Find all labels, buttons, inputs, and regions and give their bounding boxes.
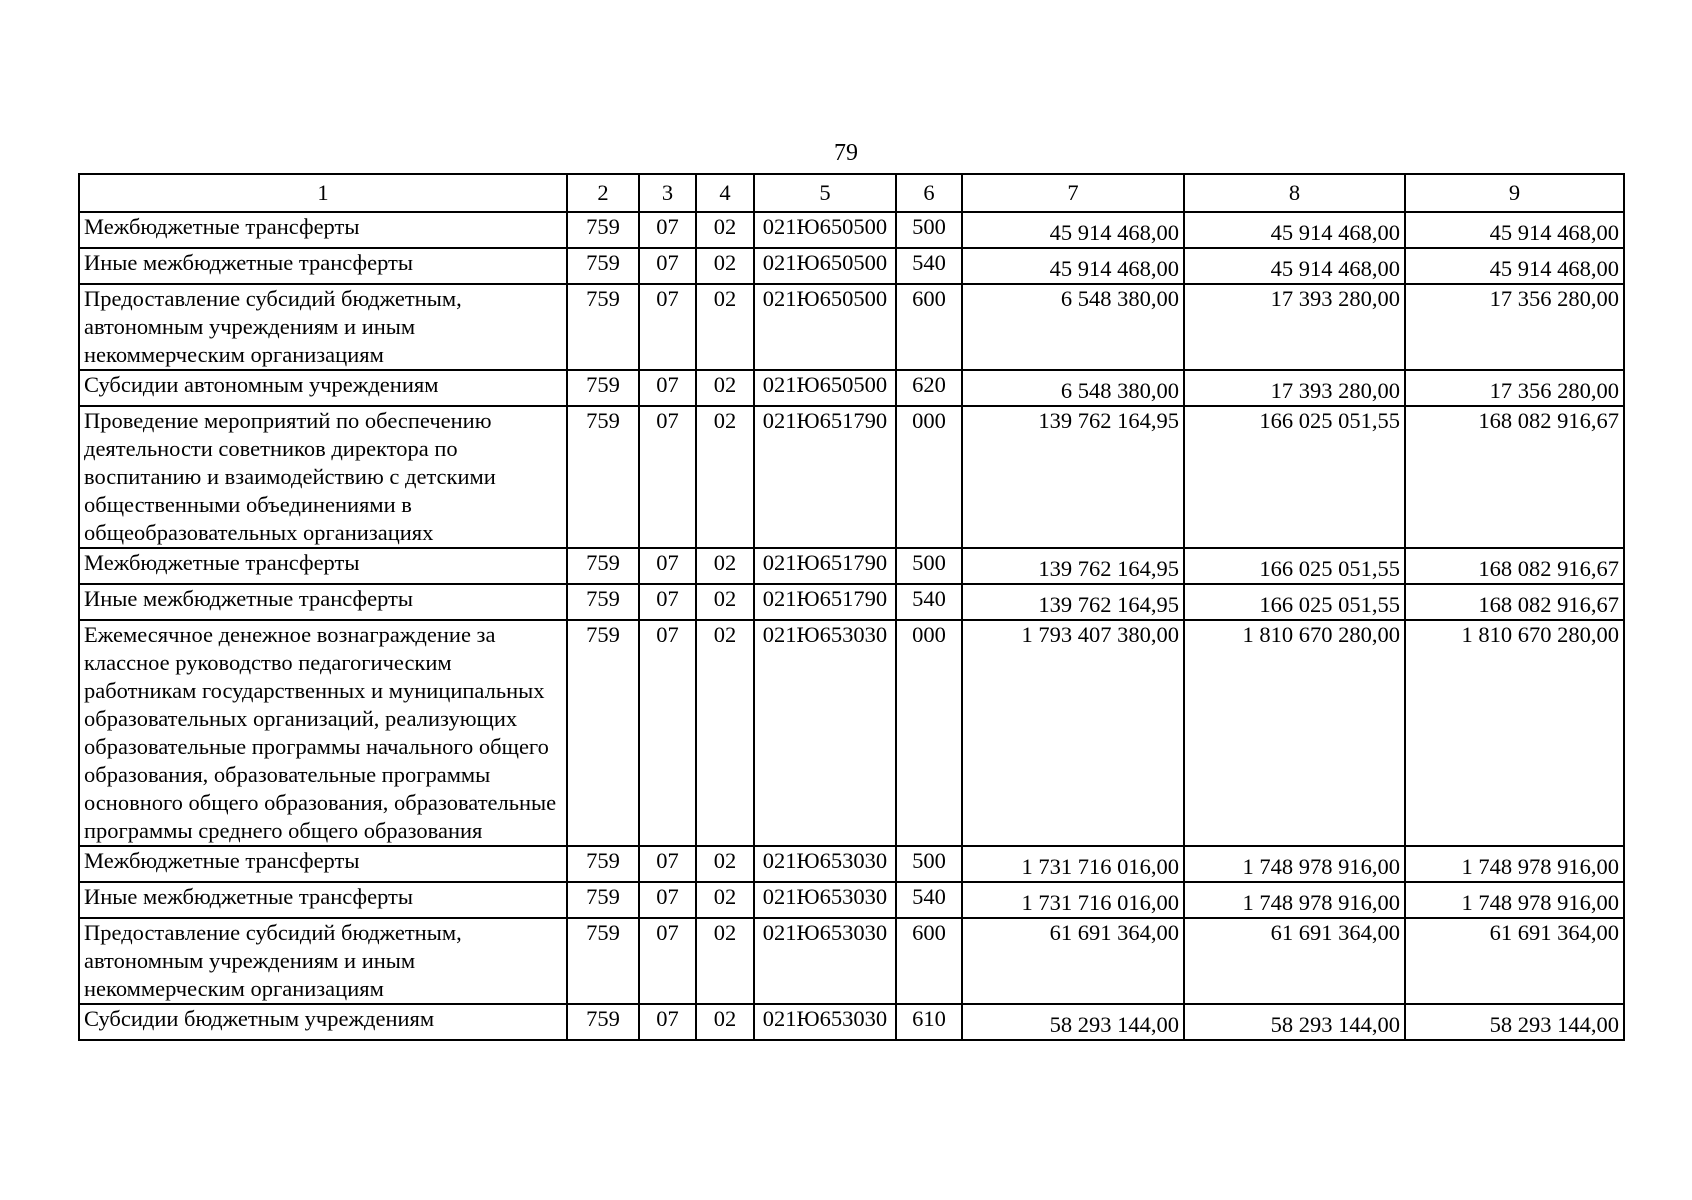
expense-type-cell: 540	[896, 584, 962, 620]
amount-cell-col7: 139 762 164,95	[962, 548, 1184, 584]
budget-table	[78, 173, 1625, 1041]
subsection-code-cell: 02	[696, 846, 754, 882]
amount-cell-col9: 17 356 280,00	[1405, 284, 1624, 370]
amount-cell-col8: 166 025 051,55	[1184, 406, 1405, 548]
expense-type-cell: 000	[896, 620, 962, 846]
amount-cell-col9: 61 691 364,00	[1405, 918, 1624, 1004]
table-row	[79, 1004, 1624, 1040]
amount-cell-col8: 45 914 468,00	[1184, 212, 1405, 248]
subsection-code-cell: 02	[696, 248, 754, 284]
amount-cell-col8: 166 025 051,55	[1184, 548, 1405, 584]
section-code-cell: 07	[639, 212, 696, 248]
subsection-code-cell: 02	[696, 620, 754, 846]
column-header: 9	[1405, 174, 1624, 212]
table-row	[79, 248, 1624, 284]
amount-cell-col9: 1 748 978 916,00	[1405, 882, 1624, 918]
amount-cell-col7: 45 914 468,00	[962, 248, 1184, 284]
expense-type-cell: 500	[896, 846, 962, 882]
row-name-cell: Межбюджетные трансферты	[79, 846, 567, 882]
admin-code-cell: 759	[567, 406, 639, 548]
section-code-cell: 07	[639, 1004, 696, 1040]
admin-code-cell: 759	[567, 548, 639, 584]
column-header: 5	[754, 174, 896, 212]
amount-cell-col8: 17 393 280,00	[1184, 370, 1405, 406]
section-code-cell: 07	[639, 846, 696, 882]
table-row	[79, 584, 1624, 620]
row-name-cell: Межбюджетные трансферты	[79, 548, 567, 584]
section-code-cell: 07	[639, 548, 696, 584]
amount-cell-col8: 17 393 280,00	[1184, 284, 1405, 370]
subsection-code-cell: 02	[696, 284, 754, 370]
table-body	[79, 212, 1624, 1040]
admin-code-cell: 759	[567, 918, 639, 1004]
column-header: 6	[896, 174, 962, 212]
expense-type-cell: 540	[896, 248, 962, 284]
row-name-cell: Проведение мероприятий по обеспечению деятельности советников директора по воспитанию и взаимодействию с детскими общественными объединениями в общеобразовательных организациях	[79, 406, 567, 548]
amount-cell-col7: 1 793 407 380,00	[962, 620, 1184, 846]
admin-code-cell: 759	[567, 620, 639, 846]
amount-cell-col9: 45 914 468,00	[1405, 248, 1624, 284]
admin-code-cell: 759	[567, 284, 639, 370]
row-name-cell: Предоставление субсидий бюджетным, автономным учреждениям и иным некоммерческим организациям	[79, 918, 567, 1004]
section-code-cell: 07	[639, 284, 696, 370]
target-item-cell: 021Ю653030	[754, 882, 896, 918]
row-name-cell: Иные межбюджетные трансферты	[79, 248, 567, 284]
section-code-cell: 07	[639, 882, 696, 918]
column-header: 7	[962, 174, 1184, 212]
admin-code-cell: 759	[567, 584, 639, 620]
amount-cell-col8: 1 748 978 916,00	[1184, 846, 1405, 882]
amount-cell-col9: 168 082 916,67	[1405, 584, 1624, 620]
amount-cell-col8: 1 810 670 280,00	[1184, 620, 1405, 846]
amount-cell-col8: 166 025 051,55	[1184, 584, 1405, 620]
amount-cell-col8: 1 748 978 916,00	[1184, 882, 1405, 918]
amount-cell-col7: 61 691 364,00	[962, 918, 1184, 1004]
subsection-code-cell: 02	[696, 548, 754, 584]
target-item-cell: 021Ю650500	[754, 370, 896, 406]
page-number: 79	[834, 140, 858, 166]
target-item-cell: 021Ю650500	[754, 212, 896, 248]
column-header: 3	[639, 174, 696, 212]
target-item-cell: 021Ю651790	[754, 584, 896, 620]
target-item-cell: 021Ю651790	[754, 406, 896, 548]
expense-type-cell: 610	[896, 1004, 962, 1040]
section-code-cell: 07	[639, 918, 696, 1004]
subsection-code-cell: 02	[696, 1004, 754, 1040]
row-name-cell: Иные межбюджетные трансферты	[79, 882, 567, 918]
table-row	[79, 284, 1624, 370]
column-header: 2	[567, 174, 639, 212]
expense-type-cell: 000	[896, 406, 962, 548]
amount-cell-col9: 168 082 916,67	[1405, 406, 1624, 548]
amount-cell-col7: 6 548 380,00	[962, 370, 1184, 406]
section-code-cell: 07	[639, 584, 696, 620]
amount-cell-col9: 1 748 978 916,00	[1405, 846, 1624, 882]
amount-cell-col7: 1 731 716 016,00	[962, 882, 1184, 918]
amount-cell-col9: 1 810 670 280,00	[1405, 620, 1624, 846]
subsection-code-cell: 02	[696, 370, 754, 406]
target-item-cell: 021Ю653030	[754, 846, 896, 882]
amount-cell-col7: 139 762 164,95	[962, 406, 1184, 548]
table-row	[79, 406, 1624, 548]
admin-code-cell: 759	[567, 370, 639, 406]
table-row	[79, 846, 1624, 882]
admin-code-cell: 759	[567, 882, 639, 918]
amount-cell-col9: 45 914 468,00	[1405, 212, 1624, 248]
row-name-cell: Межбюджетные трансферты	[79, 212, 567, 248]
row-name-cell: Предоставление субсидий бюджетным, автономным учреждениям и иным некоммерческим организациям	[79, 284, 567, 370]
table-row	[79, 212, 1624, 248]
admin-code-cell: 759	[567, 1004, 639, 1040]
expense-type-cell: 600	[896, 918, 962, 1004]
expense-type-cell: 500	[896, 212, 962, 248]
table-row	[79, 918, 1624, 1004]
target-item-cell: 021Ю651790	[754, 548, 896, 584]
header-row	[79, 174, 1624, 212]
column-header: 4	[696, 174, 754, 212]
section-code-cell: 07	[639, 620, 696, 846]
amount-cell-col8: 45 914 468,00	[1184, 248, 1405, 284]
admin-code-cell: 759	[567, 212, 639, 248]
table-row	[79, 548, 1624, 584]
target-item-cell: 021Ю650500	[754, 284, 896, 370]
amount-cell-col7: 1 731 716 016,00	[962, 846, 1184, 882]
target-item-cell: 021Ю653030	[754, 1004, 896, 1040]
row-name-cell: Ежемесячное денежное вознаграждение за классное руководство педагогическим работникам государственных и муниципальных образовательных организаций, реализующих образовательные программы начального общего образования, образовательные программы основного общего образования, образовательные программы среднего общего образования	[79, 620, 567, 846]
expense-type-cell: 600	[896, 284, 962, 370]
row-name-cell: Субсидии автономным учреждениям	[79, 370, 567, 406]
subsection-code-cell: 02	[696, 882, 754, 918]
amount-cell-col8: 58 293 144,00	[1184, 1004, 1405, 1040]
column-header: 8	[1184, 174, 1405, 212]
subsection-code-cell: 02	[696, 406, 754, 548]
amount-cell-col9: 58 293 144,00	[1405, 1004, 1624, 1040]
expense-type-cell: 540	[896, 882, 962, 918]
subsection-code-cell: 02	[696, 212, 754, 248]
target-item-cell: 021Ю653030	[754, 918, 896, 1004]
amount-cell-col9: 17 356 280,00	[1405, 370, 1624, 406]
table-row	[79, 370, 1624, 406]
amount-cell-col9: 168 082 916,67	[1405, 548, 1624, 584]
amount-cell-col7: 6 548 380,00	[962, 284, 1184, 370]
section-code-cell: 07	[639, 370, 696, 406]
section-code-cell: 07	[639, 406, 696, 548]
admin-code-cell: 759	[567, 846, 639, 882]
row-name-cell: Иные межбюджетные трансферты	[79, 584, 567, 620]
admin-code-cell: 759	[567, 248, 639, 284]
amount-cell-col7: 45 914 468,00	[962, 212, 1184, 248]
target-item-cell: 021Ю650500	[754, 248, 896, 284]
expense-type-cell: 500	[896, 548, 962, 584]
section-code-cell: 07	[639, 248, 696, 284]
table-row	[79, 620, 1624, 846]
target-item-cell: 021Ю653030	[754, 620, 896, 846]
row-name-cell: Субсидии бюджетным учреждениям	[79, 1004, 567, 1040]
subsection-code-cell: 02	[696, 584, 754, 620]
amount-cell-col7: 139 762 164,95	[962, 584, 1184, 620]
subsection-code-cell: 02	[696, 918, 754, 1004]
expense-type-cell: 620	[896, 370, 962, 406]
column-header: 1	[79, 174, 567, 212]
amount-cell-col7: 58 293 144,00	[962, 1004, 1184, 1040]
amount-cell-col8: 61 691 364,00	[1184, 918, 1405, 1004]
table-row	[79, 882, 1624, 918]
